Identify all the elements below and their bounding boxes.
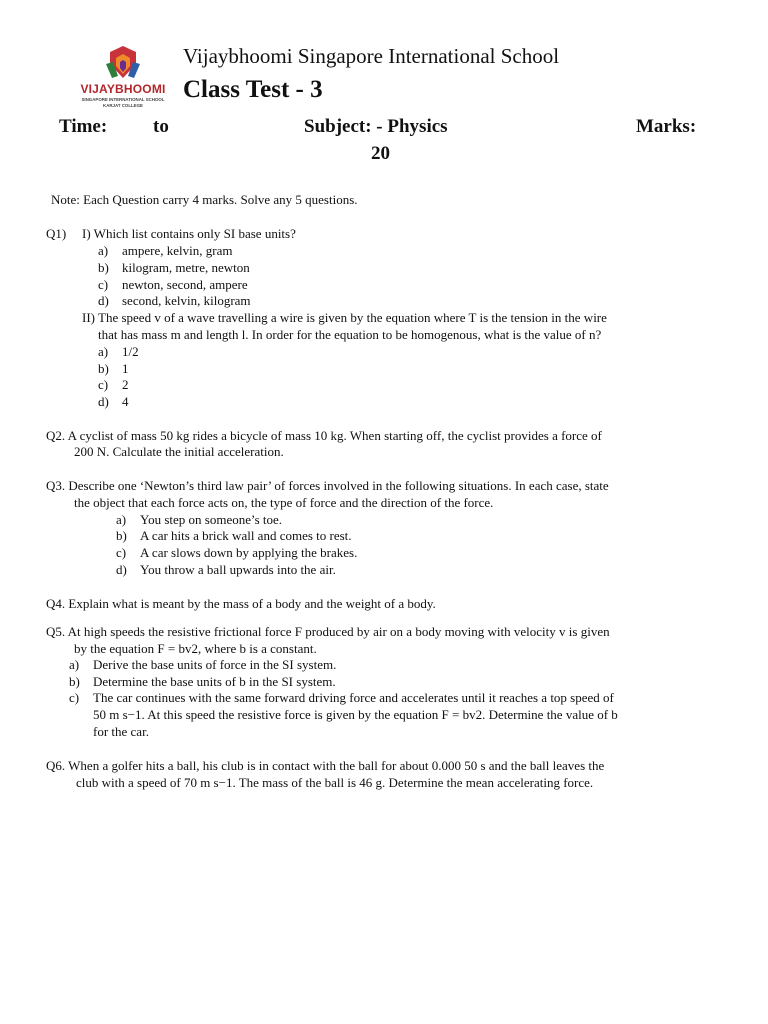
question-text: I) Which list contains only SI base units? bbox=[82, 226, 296, 241]
marks-label: Marks: bbox=[636, 116, 697, 137]
option-text: Determine the base units of b in the SI system. bbox=[93, 674, 336, 689]
question-number: Q1) bbox=[46, 226, 67, 241]
option-text: 50 m s−1. At this speed the resistive force is given by the equation F = bv2. Determine the value of b bbox=[93, 707, 618, 722]
option-text: You throw a ball upwards into the air. bbox=[140, 562, 336, 577]
subject-label: Subject: - Physics bbox=[304, 116, 448, 137]
option-text: 4 bbox=[122, 394, 129, 409]
logo-subtitle-2: KARJAT COLLEGE bbox=[103, 103, 143, 108]
option-text: The car continues with the same forward driving force and accelerates until it reaches a top speed of bbox=[93, 690, 614, 705]
option-text: Derive the base units of force in the SI system. bbox=[93, 657, 337, 672]
option-text: second, kelvin, kilogram bbox=[122, 293, 251, 308]
option-text: 2 bbox=[122, 377, 129, 392]
option-label: b) bbox=[69, 674, 80, 689]
option-label: c) bbox=[116, 545, 127, 560]
option-text: A car slows down by applying the brakes. bbox=[140, 545, 358, 560]
question-text: 200 N. Calculate the initial acceleration. bbox=[74, 444, 284, 459]
question-text: Q2. A cyclist of mass 50 kg rides a bicycle of mass 10 kg. When starting off, the cyclist provides a force of bbox=[46, 428, 602, 443]
question-text: club with a speed of 70 m s−1. The mass of the ball is 46 g. Determine the mean accelerating force. bbox=[76, 775, 594, 790]
instructions-note: Note: Each Question carry 4 marks. Solve any 5 questions. bbox=[51, 192, 358, 207]
question-text: by the equation F = bv2, where b is a constant. bbox=[74, 641, 317, 656]
marks-value: 20 bbox=[371, 143, 390, 164]
question-text: II) The speed v of a wave travelling a wire is given by the equation where T is the tension in the wire bbox=[82, 310, 607, 325]
option-label: c) bbox=[98, 377, 109, 392]
school-name: Vijaybhoomi Singapore International School bbox=[183, 44, 560, 68]
option-text: You step on someone’s toe. bbox=[140, 512, 283, 527]
option-text: 1 bbox=[122, 361, 129, 376]
option-text: ampere, kelvin, gram bbox=[122, 243, 233, 258]
option-label: a) bbox=[69, 657, 80, 672]
option-text: A car hits a brick wall and comes to rest. bbox=[140, 528, 352, 543]
option-label: b) bbox=[98, 260, 109, 275]
school-logo bbox=[68, 44, 178, 114]
option-label: c) bbox=[98, 277, 109, 292]
option-label: b) bbox=[116, 528, 127, 543]
option-text: 1/2 bbox=[122, 344, 139, 359]
option-label: d) bbox=[116, 562, 127, 577]
option-label: c) bbox=[69, 690, 80, 705]
question-text: Q5. At high speeds the resistive frictional force F produced by air on a body moving with velocity v is given bbox=[46, 624, 610, 639]
question-text: Q4. Explain what is meant by the mass of a body and the weight of a body. bbox=[46, 596, 436, 611]
question-text: the object that each force acts on, the type of force and the direction of the force. bbox=[74, 495, 494, 510]
option-text: kilogram, metre, newton bbox=[122, 260, 250, 275]
question-text: that has mass m and length l. In order for the equation to be homogenous, what is the value of n? bbox=[98, 327, 602, 342]
logo-subtitle: SINGAPORE INTERNATIONAL SCHOOL bbox=[81, 97, 165, 102]
option-text: newton, second, ampere bbox=[122, 277, 248, 292]
school-crest-icon bbox=[68, 44, 178, 84]
option-label: a) bbox=[98, 243, 109, 258]
time-to-label: to bbox=[153, 116, 169, 137]
option-label: b) bbox=[98, 361, 109, 376]
test-title: Class Test - 3 bbox=[183, 76, 323, 103]
option-label: a) bbox=[98, 344, 109, 359]
option-label: d) bbox=[98, 293, 109, 308]
logo-wordmark: VIJAYBHOOMI bbox=[80, 82, 166, 96]
option-label: d) bbox=[98, 394, 109, 409]
time-label: Time: bbox=[59, 116, 108, 137]
option-text: for the car. bbox=[93, 724, 149, 739]
question-text: Q3. Describe one ‘Newton’s third law pair’ of forces involved in the following situations. In each case, state bbox=[46, 478, 609, 493]
option-label: a) bbox=[116, 512, 127, 527]
question-text: Q6. When a golfer hits a ball, his club is in contact with the ball for about 0.000 50 s and the ball leaves the bbox=[46, 758, 605, 773]
